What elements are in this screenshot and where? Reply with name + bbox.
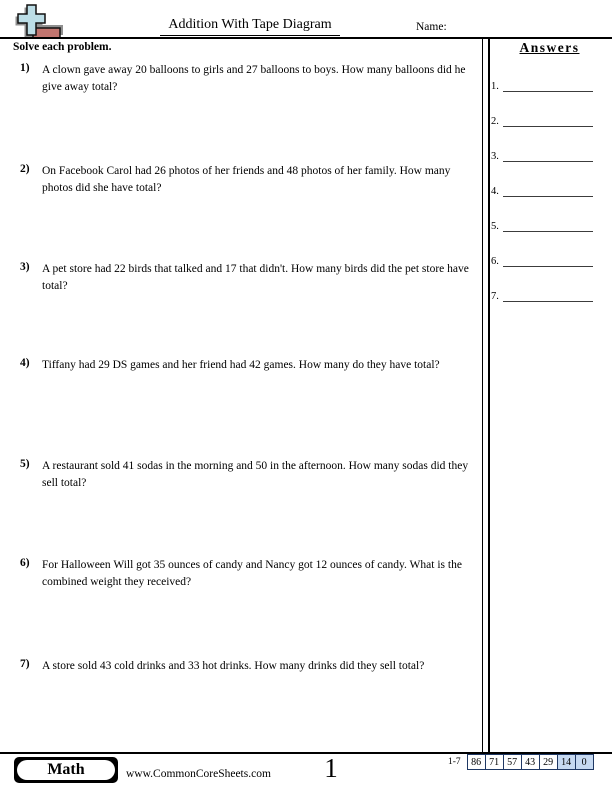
problem-text: Tiffany had 29 DS games and her friend had 42 games. How many do they have total?: [42, 359, 440, 371]
problem-3: [20, 261, 472, 294]
name-label: Name:: [416, 21, 447, 33]
problem-text: A pet store had 22 birds that talked and 17 that didn't. How many birds did the pet store have total?: [42, 263, 469, 292]
plus-and-bar-math-icon: [8, 2, 68, 42]
answer-slot-3: [491, 147, 593, 162]
answer-number: 4.: [491, 186, 499, 197]
worksheet-title: Addition With Tape Diagram: [160, 17, 340, 36]
page-number: 1: [324, 753, 338, 783]
answer-blank: [503, 183, 593, 197]
answer-number: 5.: [491, 221, 499, 232]
problem-number: 4): [20, 357, 30, 369]
answer-blank: [503, 288, 593, 302]
header-rule: [0, 37, 612, 39]
answer-slot-6: [491, 252, 593, 267]
answers-divider: [482, 39, 490, 752]
problem-text: On Facebook Carol had 26 photos of her friends and 48 photos of her family. How many photos did she have total?: [42, 165, 451, 194]
problem-2: [20, 163, 472, 196]
website-url: www.CommonCoreSheets.com: [126, 768, 271, 780]
answers-title: Answers: [519, 40, 580, 55]
score-cell: 0: [575, 754, 594, 770]
score-cell: 57: [503, 754, 522, 770]
answer-slot-4: [491, 182, 593, 197]
math-badge: [14, 757, 118, 783]
answer-slot-1: [491, 77, 593, 92]
problem-6: [20, 557, 472, 590]
answer-blank: [503, 253, 593, 267]
problem-number: 5): [20, 458, 30, 470]
problem-number: 7): [20, 658, 30, 670]
answer-slot-2: [491, 112, 593, 127]
score-grid: [467, 754, 594, 770]
problem-text: A store sold 43 cold drinks and 33 hot drinks. How many drinks did they sell total?: [42, 660, 425, 672]
problem-7: [20, 658, 472, 675]
score-cell: 86: [467, 754, 486, 770]
answer-blank: [503, 113, 593, 127]
problem-1: [20, 62, 472, 95]
answer-slot-5: [491, 217, 593, 232]
answer-number: 1.: [491, 81, 499, 92]
answer-blank: [503, 78, 593, 92]
answer-number: 6.: [491, 256, 499, 267]
answer-blank: [503, 218, 593, 232]
instructions: Solve each problem.: [13, 41, 112, 53]
score-range-label: 1-7: [448, 757, 461, 767]
answer-number: 7.: [491, 291, 499, 302]
math-badge-label: Math: [17, 760, 115, 780]
answer-number: 3.: [491, 151, 499, 162]
problem-text: A restaurant sold 41 sodas in the morning and 50 in the afternoon. How many sodas did they sell total?: [42, 460, 469, 489]
problem-number: 2): [20, 163, 30, 175]
score-cell: 43: [521, 754, 540, 770]
problem-text: A clown gave away 20 balloons to girls and 27 balloons to boys. How many balloons did he give away total?: [42, 64, 466, 93]
answer-blank: [503, 148, 593, 162]
problem-4: [20, 357, 472, 374]
problem-text: For Halloween Will got 35 ounces of candy and Nancy got 12 ounces of candy. What is the combined weight they received?: [42, 559, 462, 588]
problem-5: [20, 458, 472, 491]
score-cell: 71: [485, 754, 504, 770]
problem-number: 6): [20, 557, 30, 569]
score-cell: 14: [557, 754, 576, 770]
answer-number: 2.: [491, 116, 499, 127]
problem-number: 3): [20, 261, 30, 273]
score-cell: 29: [539, 754, 558, 770]
answer-slot-7: [491, 287, 593, 302]
score-strip: [448, 754, 594, 770]
problem-number: 1): [20, 62, 30, 74]
